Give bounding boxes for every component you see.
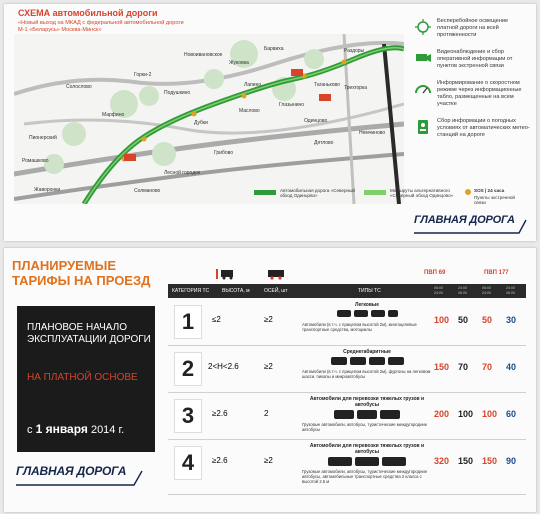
svg-text:Жаворонки: Жаворонки — [34, 187, 61, 193]
van-icons — [302, 357, 432, 367]
toll-plaza-icon — [291, 69, 303, 76]
tariff-table-header: КАТЕГОРИЯ ТС ВЫСОТА, м ОСЕЙ, шт ТИПЫ ТС 06:00 24:00 24:00 06:00 06:00 24:00 24:00 06:00 — [168, 284, 526, 298]
svg-text:Пионерский: Пионерский — [29, 135, 57, 141]
feature-list — [414, 18, 530, 149]
svg-text:Солманово: Солманово — [134, 188, 161, 194]
svg-text:Жуковка: Жуковка — [229, 60, 249, 66]
svg-text:Маслово: Маслово — [239, 108, 260, 114]
brand-logo: ГЛАВНАЯ ДОРОГА — [16, 464, 127, 478]
feature-item: Сбор информации о погодных условиях от автоматических метео-станций на дороге — [414, 118, 530, 139]
logo-swoosh-icon — [414, 216, 530, 234]
lamp-icon — [414, 18, 432, 36]
svg-text:Подушкино: Подушкино — [164, 90, 191, 96]
pvp-177-label: ПВП 177 — [484, 270, 509, 276]
weather-station-icon — [414, 118, 432, 136]
logo-swoosh-icon — [16, 466, 146, 486]
map-legend: Автомобильная дорога «Северный обход Одинцово» Маршруты альтернативного «Северный обход Одинцово» SOS | 24 часа Пункты экстренной связи — [254, 188, 524, 210]
svg-text:Дятлово: Дятлово — [314, 140, 334, 146]
map-sheet — [4, 4, 536, 241]
truck-icons — [302, 410, 432, 420]
tariff-row: 4 ≥2.6 ≥2 Автомобили для перевозки тяжелых грузов и автобусы Грузовые автомобили, автобусы, туристические междугородние автобусы, автомобильные транспортные средства 2 класса с высотой 2.6 м 320 150 150 90 — [168, 440, 526, 495]
brand-logo: ГЛАВНАЯ ДОРОГА — [414, 214, 515, 226]
toll-plaza-icon — [124, 154, 136, 161]
truck-axles-icon — [266, 268, 288, 280]
svg-text:Ромашково: Ромашково — [22, 158, 49, 164]
map-title: СХЕМА автомобильной дороги — [18, 8, 158, 18]
route-map — [14, 34, 404, 204]
svg-text:Одинцово: Одинцово — [304, 118, 328, 124]
heavy-truck-icons — [302, 457, 432, 467]
svg-text:Таганьково: Таганьково — [314, 82, 340, 88]
svg-text:Лесной городок: Лесной городок — [164, 170, 201, 176]
car-icons — [302, 310, 432, 320]
svg-text:Глазынино: Глазынино — [279, 102, 305, 108]
camera-icon — [414, 49, 432, 67]
svg-text:Марфино: Марфино — [102, 112, 125, 118]
truck-height-icon — [216, 268, 238, 280]
svg-text:Раздоры: Раздоры — [344, 48, 365, 54]
tariff-sheet — [4, 248, 536, 512]
svg-text:Горки-2: Горки-2 — [134, 72, 152, 78]
tariff-row: 3 ≥2.6 2 Автомобили для перевозки тяжелых грузов и автобусы Грузовые автомобили, автобусы, туристические междугородние автобусы 200 100 100 60 — [168, 393, 526, 440]
tariff-row: 1 ≤2 ≥2 Легковые Автомобили (в т.ч. с прицепом высотой 2м), многоцелевые транспортные средства, мотоциклы 100 50 50 30 — [168, 299, 526, 346]
svg-text:Новоивановское: Новоивановское — [184, 52, 223, 58]
svg-text:Дубки: Дубки — [194, 120, 208, 126]
svg-text:Барвиха: Барвиха — [264, 46, 284, 52]
map-subtitle: «Новый выход на МКАД с федеральной автомобильной дороги М-1 «Беларусь» Москва-Минск» — [18, 20, 184, 33]
feature-item: Бесперебойное освещение платной дороги на всей протяженности — [414, 18, 530, 39]
tariff-row: 2 2<H<2.6 ≥2 Среднегабаритные Автомобили (в т.ч. с прицепом высотой 2м), фургоны на легковом шасси, пикапы и микроавтобусы 150 70 70 40 — [168, 346, 526, 393]
toll-plaza-icon — [319, 94, 331, 101]
svg-text:Грибово: Грибово — [214, 150, 234, 156]
pvp-69-label: ПВП 69 — [424, 270, 446, 276]
svg-text:Лапино: Лапино — [244, 82, 262, 88]
launch-date: с 1 января 2014 г. — [27, 422, 125, 436]
feature-item: Информирование о скоростном режиме через информационные табло, размещенные на всем участке — [414, 80, 530, 108]
launch-info-box: ПЛАНОВОЕ НАЧАЛО ЭКСПЛУАТАЦИИ ДОРОГИ НА ПЛАТНОЙ ОСНОВЕ с 1 января 2014 г. — [17, 306, 155, 452]
speedometer-icon — [414, 80, 432, 98]
svg-text:Немчиново: Немчиново — [359, 130, 386, 136]
svg-text:Трехгорка: Трехгорка — [344, 85, 368, 91]
tariff-title: ПЛАНИРУЕМЫЕ ТАРИФЫ НА ПРОЕЗД — [12, 258, 151, 288]
svg-text:Солослово: Солослово — [66, 84, 92, 90]
feature-item: Видеонаблюдение и сбор оперативной информации от пунктов экстренной связи — [414, 49, 530, 70]
